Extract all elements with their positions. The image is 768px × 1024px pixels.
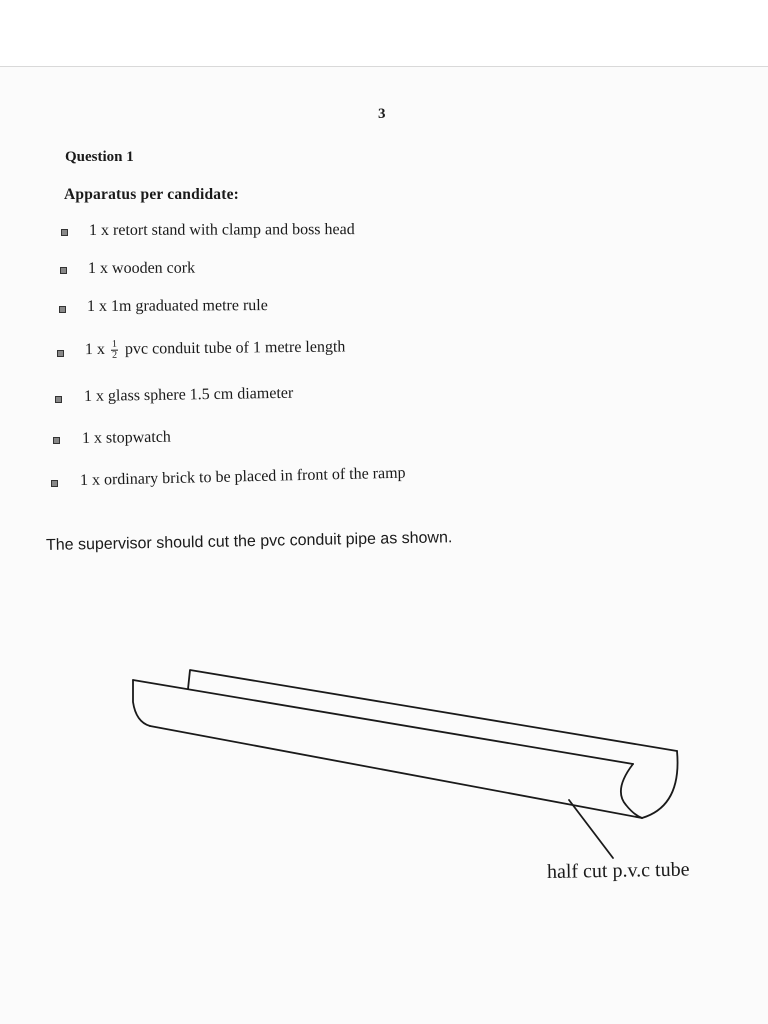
apparatus-item: 1 x retort stand with clamp and boss head [88,221,355,239]
apparatus-item: 1 x 1m graduated metre rule [86,297,268,315]
tube-left-end [133,680,150,726]
question-title: Question 1 [65,149,134,165]
instruction-text: The supervisor should cut the pvc conduit pipe as shown. [45,529,453,554]
fraction-denominator: 2 [111,349,118,361]
apparatus-item-prefix: 1 x [84,340,110,359]
tube-label: half cut p.v.c tube [546,858,690,883]
apparatus-item-suffix: pvc conduit tube of 1 metre length [120,338,346,358]
tube-bottom-edge [150,726,642,818]
tube-right-inner-arc [621,764,642,818]
apparatus-item: 1 x wooden cork [87,259,196,277]
fraction-numerator: 1 [111,338,117,350]
apparatus-heading: Apparatus per candidate: [64,186,240,203]
apparatus-item: 1 x stopwatch [81,428,171,447]
apparatus-item: 1 x glass sphere 1.5 cm diameter [83,384,294,405]
apparatus-item: 1 x ordinary brick to be placed in front of the ramp [79,464,406,489]
tube-right-outer-arc [642,751,678,818]
tube-front-top-edge [133,680,633,764]
tube-back-edge [188,670,677,751]
page-number: 3 [378,106,386,122]
